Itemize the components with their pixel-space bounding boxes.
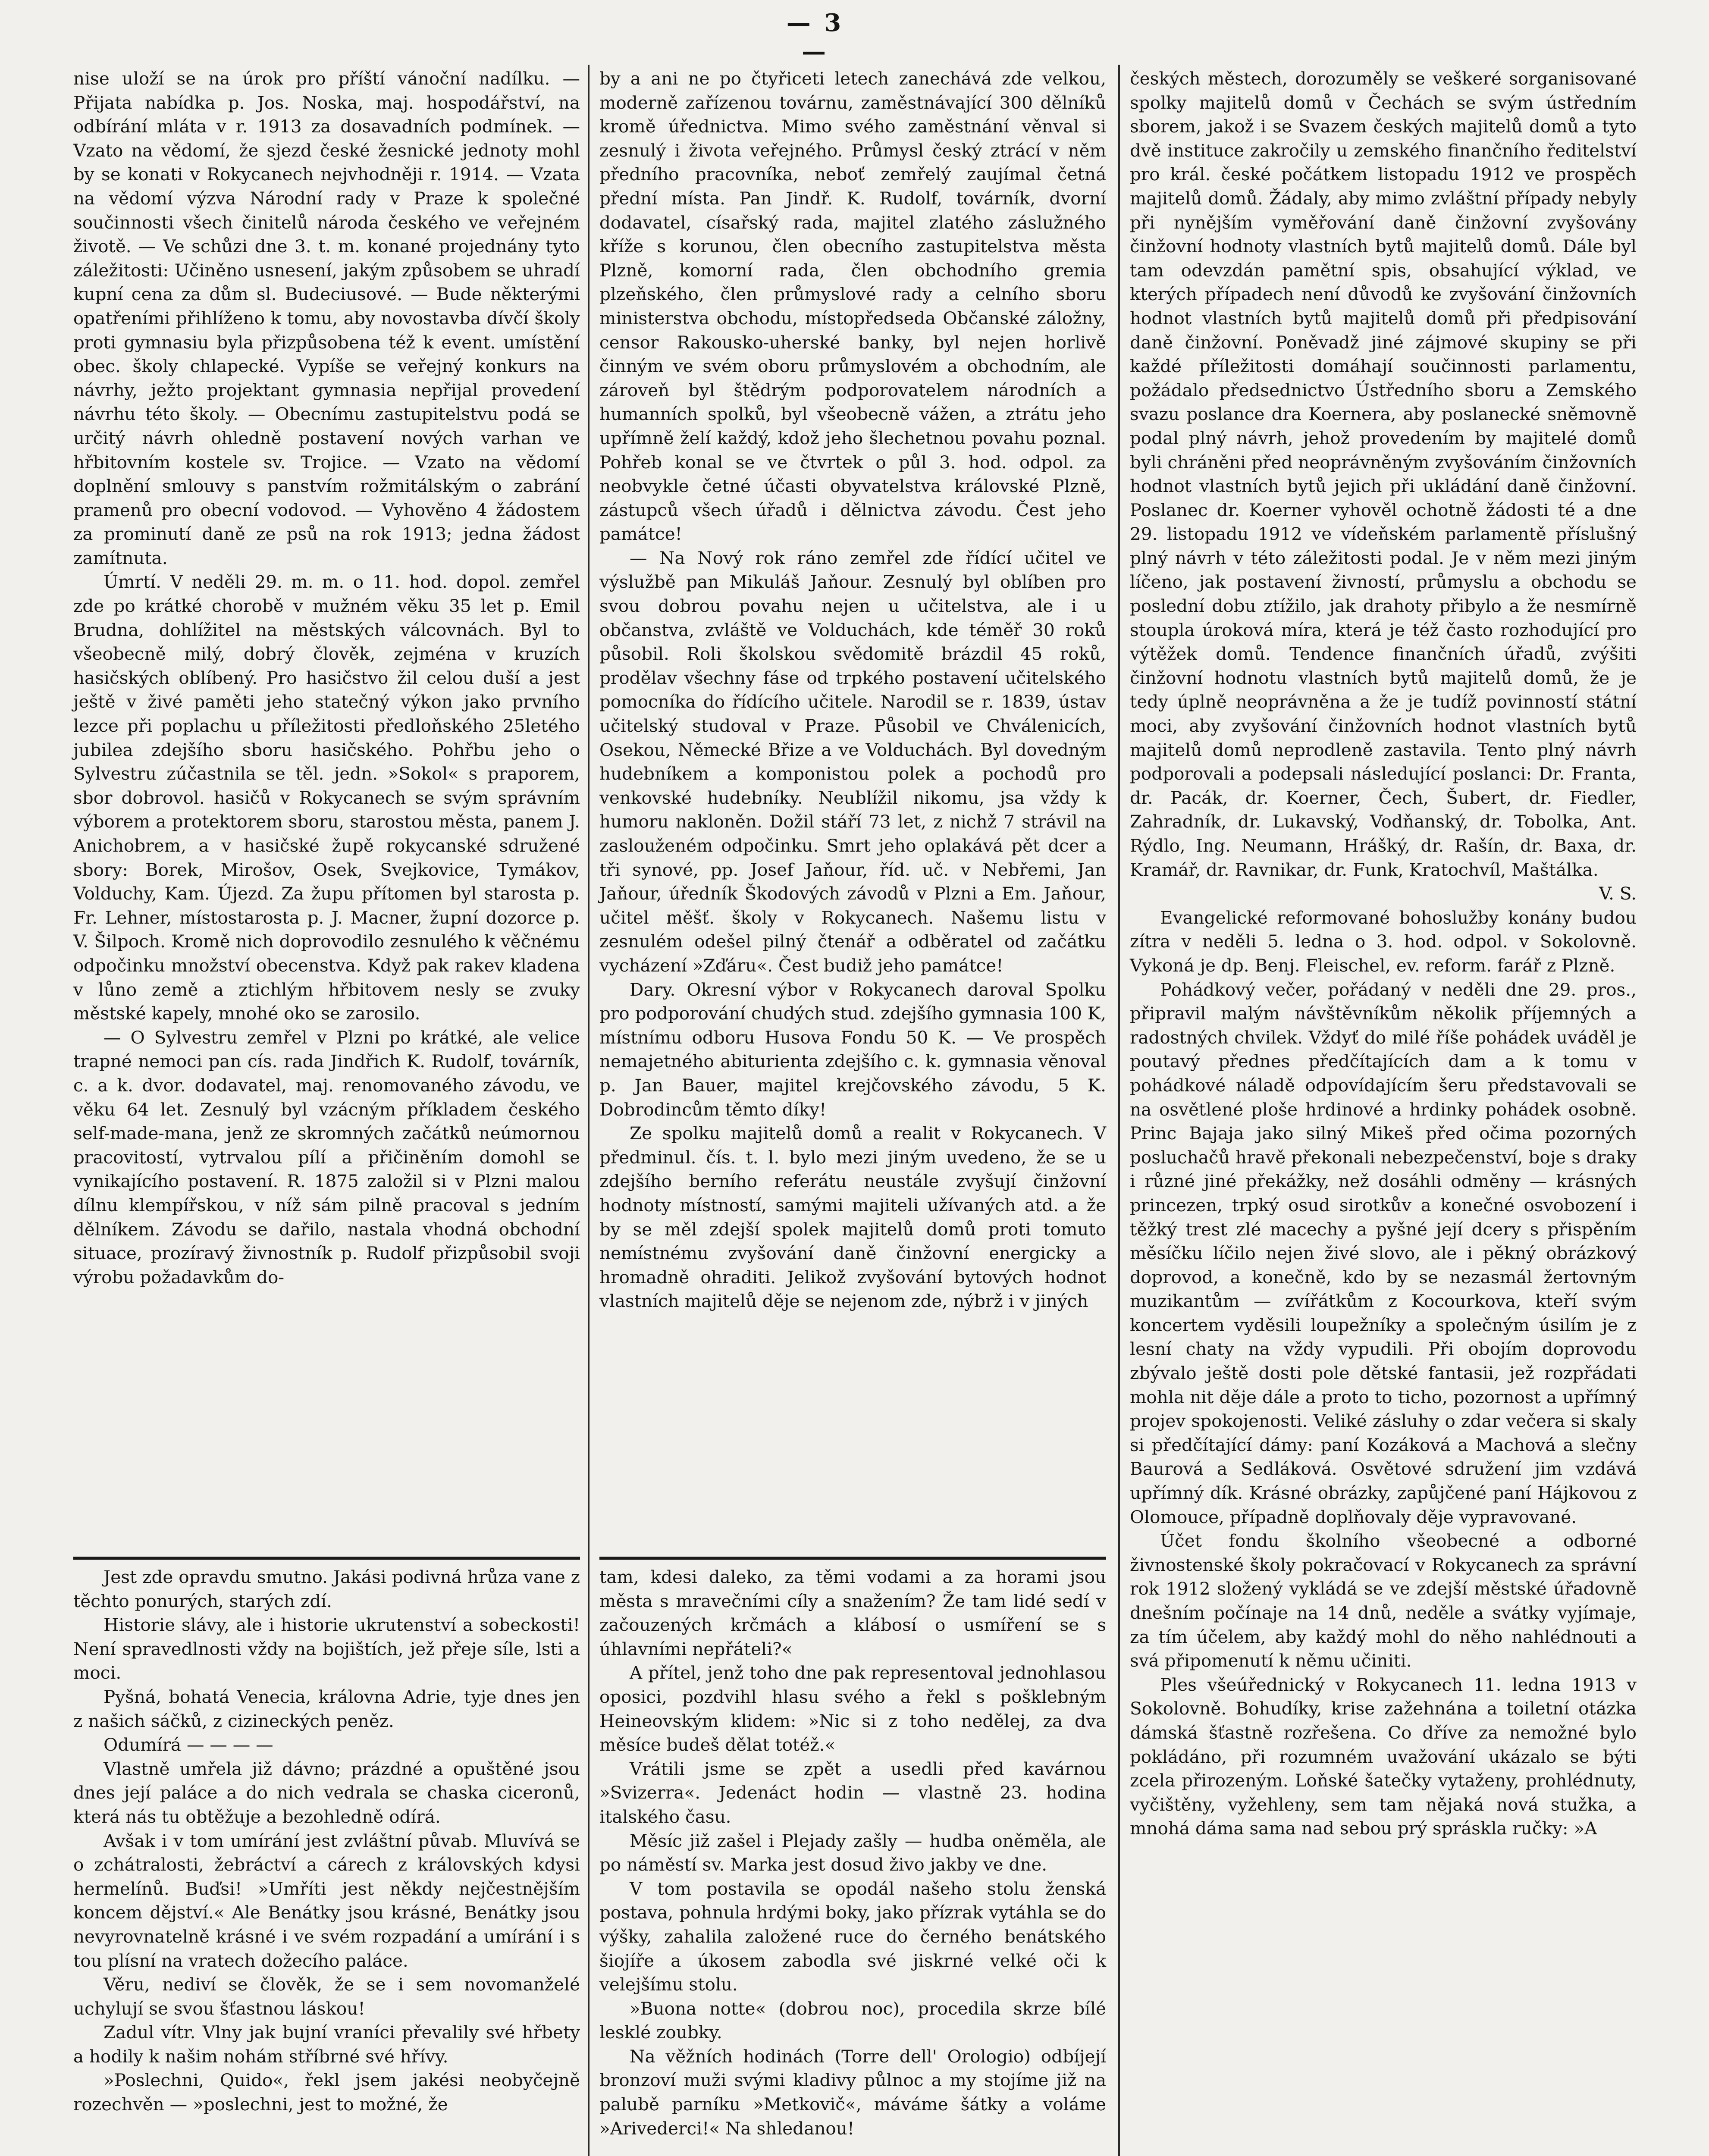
column-divider — [588, 65, 590, 2156]
feuilleton-paragraph: Věru, nediví se člověk, že se i sem novomanželé uchylují se svou šťastnou láskou! — [73, 1974, 580, 2019]
column-1 — [73, 67, 580, 1289]
donations-paragraph: Dary. Okresní výbor v Rokycanech daroval Spolku pro podporování chudých stud. zdejšího gymnasia 100 K, místnímu odboru Husova Fondu 50 K. — Ve prospěch nemajetného abiturienta zdejšího c. k. gymnasia věnoval p. Jan Bauer, majitel krejčovského závodu, 5 K. Dobrodincům těmto díky! — [599, 979, 1106, 1120]
column-2 — [599, 67, 1106, 1313]
feuilleton-paragraph: Jest zde opravdu smutno. Jakási podivná hrůza vane z těchto ponurých, starých zdí. — [73, 1567, 580, 1611]
feuilleton-paragraph: »Buona notte« (dobrou noc), procedila skrze bílé lesklé zoubky. — [599, 1998, 1106, 2043]
feuilleton-paragraph: Vrátili jsme se zpět a usedli před kavárnou »Svizerra«. Jedenáct hodin — vlastně 23. hodina italského času. — [599, 1758, 1106, 1827]
news-paragraph: by a ani ne po čtyřiceti letech zanechává zde velkou, moderně zařízenou továrnu, zaměstnávající 300 dělníků kromě úřednictva. Mimo svého zaměstnání věnval si zesnulý i života veřejného. Průmysl český ztrácí v něm předního pracovníka, neboť zemřelý zaujímal četná přední místa. Pan Jindř. K. Rudolf, továrník, dvorní dodavatel, císařský rada, majitel zlatého záslužného kříže s korunou, člen obecního zastupitelstva města Plzně, komorní rada, člen obchodního gremia plzeňského, člen průmyslové rady a celního sboru ministerstva obchodu, místopředseda Občanské záložny, censor Rakousko-uherské banky, byl nejen horlivě činným ve svém oboru průmyslovém a obchodním, ale zároveň byl štědrým podporovatelem národních a humanních spolků, byl všeobecně vážen, a ztrátu jeho upřímně želí každý, kdož jeho šlechetnou povahu poznal. Pohřeb konal se ve čtvrtek o půl 3. hod. odpol. za neobvykle četné účasti obyvatelstva královské Plzně, zástupců všech úřadů i dělnictva závodu. Čest jeho památce! — [599, 68, 1106, 545]
feuilleton-paragraph: Na věžních hodinách (Torre dell' Orologio) odbíjejí bronzoví muži svými kladivy půlnoc a my stojíme již na palubě parníku »Metkovič«, máváme šátky a voláme »Arivederci!« Na shledanou! — [599, 2046, 1106, 2139]
news-paragraph: českých městech, dorozuměly se veškeré sorganisované spolky majitelů domů v Čechách se svým ústředním sborem, jakož i se Svazem českých majitelů domů a tyto dvě instituce zakročily u zemského finančního ředitelství pro král. české počátkem listopadu 1912 ve prospěch majitelů domů. Žádaly, aby mimo zvláštní případy nebyly při nynějším vyměřování daně činžovní zvyšovány činžovní hodnoty vlastních bytů majitelů domů. Dále byl tam odevzdán pamětní spis, obsahující výklad, ve kterých případech není důvodů ke zvyšování činžovních hodnot vlastních bytů majitelů domů při předpisování daně činžovní. Poněvadž jiné zájmové skupiny se při každé příležitosti domáhají součinnosti parlamentu, požádalo předsednictvo Ústředního sboru a Zemského svazu poslance dra Koernera, aby poslanecké sněmovně podal plný návrh, jehož provedením by majitelé domů byli chráněni před neoprávněným zvyšováním činžovních hodnot vlastních bytů jejich při ukládání daně činžovní. Poslanec dr. Koerner vyhověl ochotně žádosti té a dne 29. listopadu 1912 ve vídeňském parlamentě příslušný plný návrh v této záležitosti podal. Je v něm mezi jiným líčeno, jak postavení živností, průmyslu a obchodu se poslední dobu ztížilo, jak drahoty přibylo a že nesmírně stoupla úroková míra, která je též často rozhodující pro výtěžek domů. Tendence finančních úřadů, zvýšiti činžovní hodnotu vlastních bytů majitelů domů, že je tedy úplně neoprávněna a že je tudíž povinností státní moci, aby zvyšování činžovních hodnot vlastních bytů majitelů domů neprodleně zastavila. Tento plný návrh podporovali a podepsali následující poslanci: Dr. Franta, dr. Pacák, dr. Koerner, Čech, Šubert, dr. Fiedler, Zahradník, dr. Lukavský, Vodňanský, dr. Tobolka, Ant. Rýdlo, Ing. Neumann, Hrášký, dr. Rašín, dr. Baxa, dr. Kramář, dr. Ravnikar, dr. Funk, Kratochvíl, Maštálka. — [1130, 68, 1637, 880]
church-service-notice: Evangelické reformované bohoslužby konány budou zítra v neděli 5. ledna o 3. hod. odpol. v Sokolovně. Vykoná je dp. Benj. Fleischel, ev. reform. farář z Plzně. — [1130, 907, 1637, 976]
section-rule — [73, 1557, 580, 1560]
section-rule — [599, 1557, 1106, 1560]
feuilleton-paragraph: V tom postavila se opodál našeho stolu ženská postava, pohnula hrdými boky, jako přízrak vytáhla se do výšky, zahalila založené ruce do černého benátského šiojíře a úkosem zabodla své jiskrné velké oči k velejšímu stolu. — [599, 1878, 1106, 1995]
school-fund-notice: Účet fondu školního všeobecné a odborné živnostenské školy pokračovací v Rokycanech za správní rok 1912 složený vykládá se ve zdejší městské úřadovně dnešním počínaje na 14 dnů, neděle a svátky vyjímaje, za tím účelem, aby každý mohl do něho nahlédnouti a svá připomenutí k němu učiniti. — [1130, 1530, 1637, 1671]
feuilleton-column-2 — [599, 1565, 1106, 2140]
feuilleton-paragraph: tam, kdesi daleko, za těmi vodami a za horami jsou města s mravečními cíly a snažením? Že tam lidé sedí v začouzených krčmách a klábosí o usmíření se s úhlavními nepřáteli?« — [599, 1567, 1106, 1659]
feuilleton-column-1 — [73, 1565, 580, 2117]
column-divider — [1118, 65, 1120, 2156]
fairy-tale-evening: Pohádkový večer, pořádaný v neděli dne 29. pros., připravil malým návštěvníkům několik příjemných a radostných chvilek. Vždyť do milé říše pohádek uváděl je poutavý přednes předčítajících dam a k tomu v pohádkové náladě odpovídajícím šeru představovali se na osvětlené ploše hrdinové a hrdinky pohádek osobně. Princ Bajaja jako silný Mikeš před očima pozorných posluchačů hravě překonali nebezpečenství, boje s draky i různé jiné překážky, než dosáhli odměny — krásných princezen, trpký osud sirotkův a konečné osvobození i těžký trest zlé macechy a pyšné její dcery s přispěním měsíčku líčilo nejen živé slovo, ale i pěkný obrázkový doprovod, a konečně, kdo by se nezasmál žertovným muzikantům — zvířátkům z Kocourkova, kteří svým koncertem vyděsili loupežníky a společným úsilím je z lesní chaty na vždy vypudili. Při obojím doprovodu zbývalo ještě dosti pole dětské fantasii, jež rozpřádati mohla nit děje dále a proto to ticho, pozornost a upřímný projev spokojenosti. Veliké zásluhy o zdar večera si skaly si předčítající dámy: paní Kozáková a Machová a slečny Baurová a Sedláková. Osvětové sdružení jim vzdává upřímný dík. Krásné obrázky, zapůjčené paní Hájkovou z Olomouce, případně doplňovaly děje vypravované. — [1130, 979, 1637, 1527]
obituary-janour: — Na Nový rok ráno zemřel zde řídící učitel ve výslužbě pan Mikuláš Jaňour. Zesnulý byl oblíben pro svou dobrou povahu nejen u učitelstva, ale i u občanstva, zvláště ve Volduchách, kde téměř 30 roků působil. Roli školskou svědomitě brázdil 45 roků, prodělav všechny fáse od trpkého postavení učitelského pomocníka do řídícího učitele. Narodil se r. 1839, ústav učitelský studoval v Praze. Působil ve Chválenicích, Osekou, Německé Břize a ve Volduchách. Byl dovedným hudebníkem a komponistou polek a pochodů pro venkovské hudebníky. Neublížil nikomu, jsa vždy k humoru nakloněn. Dožil stáří 73 let, z nichž 7 strávil na zaslouženém odpočinku. Smrt jeho oplakává pět dcer a tři synové, pp. Josef Jaňour, říd. uč. v Nebřemi, Jan Jaňour, úředník Škodových závodů v Plzni a Em. Jaňour, učitel měšť. školy v Rokycanech. Našemu listu v zesnulém odešel pilný čtenář a odběratel od začátku vycházení »Zďáru«. Čest budiž jeho památce! — [599, 547, 1106, 976]
feuilleton-paragraph: Historie slávy, ale i historie ukrutenství a sobeckosti! Není spravedlnosti vždy na bojištích, jež přeje síle, lsti a moci. — [73, 1614, 580, 1683]
feuilleton-paragraph: »Poslechni, Quido«, řekl jsem jakési neobyčejně rozechvěn — »poslechni, jest to možné, že — [73, 2070, 580, 2115]
feuilleton-paragraph: Měsíc již zašel i Plejady zašly — hudba oněměla, ale po náměstí sv. Marka jest dosud živo jakby ve dne. — [599, 1830, 1106, 1875]
feuilleton-paragraph: Odumírá — — — — — [103, 1734, 273, 1755]
feuilleton-paragraph: Pyšná, bohatá Venecia, královna Adrie, tyje dnes jen z našich sáčků, z cizineckých peněz. — [73, 1686, 580, 1731]
feuilleton-paragraph: Zadul vítr. Vlny jak bujní vraníci převalily své hřbety a hodily k našim nohám stříbrné své hřívy. — [73, 2022, 580, 2067]
feuilleton-paragraph: Avšak i v tom umírání jest zvláštní půvab. Mluvívá se o zchátralosti, žebráctví a cárech z královských kdysi hermelínů. Buďsi! »Umříti jest někdy nejčestnějším koncem dějství.« Ale Benátky jsou krásné, Benátky jsou nevyrovnatelně krásné i ve svém rozpadání a umírání i s tou plísní na vratech dožecího paláce. — [73, 1830, 580, 1971]
column-3 — [1130, 67, 1637, 1841]
feuilleton-paragraph: Vlastně umřela již dávno; prázdné a opuštěné jsou dnes její paláce a do nich vedrala se chaska ciceronů, která nás tu obtěžuje a bezohledně odírá. — [73, 1758, 580, 1827]
ball-notice: Ples všeúřednický v Rokycanech 11. ledna 1913 v Sokolovně. Bohudíky, krise zažehnána a toiletní otázka dámská šťastně rozřešena. Co dříve za nemožné bylo pokládáno, při rozumném uvažování ukázalo se býti zcela přirozeným. Loňské šatečky vytaženy, prohlédnuty, vyčištěny, vyžehleny, sem tam nějaká nová stužka, a mnohá dáma sama nad sebou prý spráskla ručky: »A — [1130, 1674, 1637, 1839]
homeowners-paragraph: Ze spolku majitelů domů a realit v Rokycanech. V předminul. čís. t. l. bylo mezi jiným uvedeno, že se u zdejšího berního referátu neustále zvyšují činžovní hodnoty místností, samými majiteli užívaných atd. a že by se měl zdejší spolek majitelů domů proti tomuto nemístnému zvyšování daně činžovní energicky a hromadně ohraditi. Jelikož zvyšování bytových hodnot vlastních majitelů děje se nejenom zde, nýbrž i v jiných — [599, 1123, 1106, 1312]
news-paragraph: nise uloží se na úrok pro příští vánoční nadílku. — Přijata nabídka p. Jos. Noska, maj. hospodářství, na odbírání mláta v r. 1913 za dosavadních podmínek. — Vzato na vědomí, že sjezd české žesnické jednoty mohl by se konati v Rokycanech nejvhodněji r. 1914. — Vzata na vědomí výzva Národní rady v Praze k společné součinnosti všech činitelů národa českého ve veřejném životě. — Ve schůzi dne 3. t. m. konané projednány tyto záležitosti: Učiněno usnesení, jakým způsobem se uhradí kupní cena za dům sl. Budeciusové. — Bude některými opatřeními přihlíženo k tomu, aby novostavba dívčí školy proti gymnasiu byla přizpůsobena též k event. umístění obec. školy chlapecké. Vypíše se veřejný konkurs na návrhy, ježto projektant gymnasia nepřijal provedení návrhu této školy. — Obecnímu zastupitelstvu podá se určitý návrh ohledně postavení nových varhan ve hřbitovním kostele sv. Trojice. — Vzato na vědomí doplnění smlouvy s panstvím rožmitálským o zabrání pramenů pro obecní vodovod. — Vyhověno 4 žádostem za prominutí daně ze psů na rok 1913; jedna žádost zamítnuta. — [73, 68, 580, 568]
obituary-brudna: Úmrtí. V neděli 29. m. m. o 11. hod. dopol. zemřel zde po krátké chorobě v mužném věku 35 let p. Emil Brudna, dohlížitel na městských válcovnách. Byl to všeobecně milý, dobrý člověk, zejména v kruzích hasičských oblíbený. Pro hasičstvo žil celou duší a jest ještě v živé paměti jeho statečný výkon jako prvního lezce při poplachu u příležitosti předloňského 25letého jubilea zdejšího sboru hasičského. Pohřbu jeho o Sylvestru zúčastnila se těl. jedn. »Sokol« s praporem, sbor dobrovol. hasičů v Rokycanech se svým správním výborem a protektorem sboru, starostou města, panem J. Anichobrem, a v hasičské župě rokycanské sdružené sbory: Borek, Mirošov, Osek, Svejkovice, Tymákov, Volduchy, Kam. Újezd. Za župu přítomen byl starosta p. Fr. Lehner, místostarosta p. J. Macner, župní dozorce p. V. Šilpoch. Kromě nich doprovodilo zesnulého k věčnému odpočinku množství obecenstva. Když pak rakev kladena v lůno země a ztichlým hřbitovem nesly se zvuky městské kapely, mnohé oko se zarosilo. — [73, 571, 580, 1024]
page-number: — 3 — — [786, 9, 844, 66]
feuilleton-paragraph: A přítel, jenž toho dne pak representoval jednohlasou oposici, pozdvihl hlasu svého a řekl s pošklebným Heineovským klidem: »Nic si z toho nedělej, za dva měsíce budeš dělat totéž.« — [599, 1662, 1106, 1755]
obituary-rudolf: — O Sylvestru zemřel v Plzni po krátké, ale velice trapné nemoci pan cís. rada Jindřich K. Rudolf, továrník, c. a k. dvor. dodavatel, maj. renomovaného závodu, ve věku 64 let. Zesnulý byl vzácným příkladem českého self-made-mana, jenž ze skromných začátků neúmornou pracovitostí, vytrvalou pílí a přičiněním domohl se vynikajícího postavení. R. 1875 založil si v Plzni malou dílnu klempířskou, v níž sám pilně pracoval s jedním dělníkem. Závodu se dařilo, nastala vhodná obchodní situace, prozíravý živnostník p. Rudolf přizpůsobil svoji výrobu požadavkům do- — [73, 1027, 580, 1288]
author-signature: V. S. — [1599, 883, 1637, 904]
